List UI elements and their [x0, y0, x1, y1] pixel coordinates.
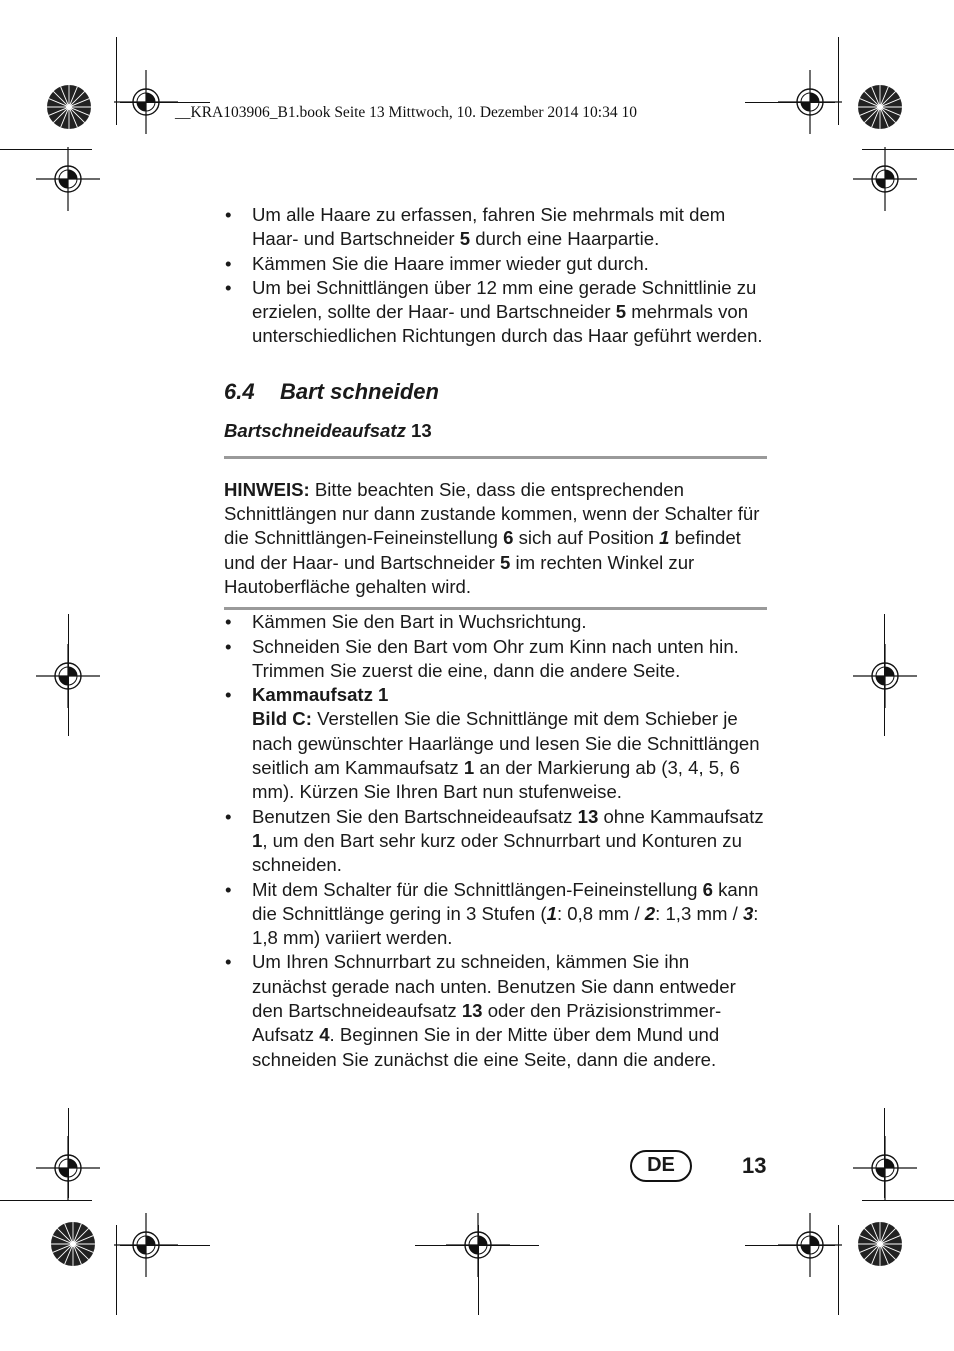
crop-line	[68, 614, 69, 736]
list-item: • Benutzen Sie den Bartschneideaufsatz 13 ohne Kammaufsatz 1, um den Bart sehr kurz oder Schnurrbart und Konturen zu schneiden.	[224, 805, 768, 878]
subheading: Bartschneideaufsatz 13	[224, 419, 432, 441]
item-title: Kammaufsatz 1	[252, 684, 389, 706]
page-number: 13	[742, 1153, 767, 1178]
starburst-target-icon	[857, 84, 903, 130]
list-item: • Kämmen Sie die Haare immer wieder gut durch.	[224, 252, 768, 276]
starburst-target-icon	[46, 84, 92, 130]
crop-line	[120, 102, 210, 103]
note-text: HINWEIS: Bitte beachten Sie, dass die entsprechenden Schnittlängen nur dann zustande kommen, wenn der Schalter für die Schnittlängen-Feineinstellung 6 sich auf Position 1 befindet und der Haar- und Bartschneider 5 im rechten Winkel zur Hautoberfläche gehalten wird.	[224, 478, 760, 597]
crop-line	[884, 614, 885, 736]
list-item: • Um bei Schnittlängen über 12 mm eine gerade Schnittlinie zu erzielen, sollte der Haar- und Bartschneider 5 mehrmals von unterschiedlichen Richtungen durch das Haar geführt werden.	[224, 276, 768, 349]
crop-line	[68, 1108, 69, 1198]
crop-line	[415, 1245, 539, 1246]
figure-reference: Bild C:	[252, 708, 312, 730]
crop-line	[745, 1245, 835, 1246]
print-slug: __KRA103906_B1.book Seite 13 Mittwoch, 10. Dezember 2014 10:34 10	[175, 104, 637, 121]
crop-line	[120, 1245, 210, 1246]
list-item: • Kammaufsatz 1 Bild C: Verstellen Sie die Schnittlänge mit dem Schieber je nach gewünschter Haarlänge und lesen Sie die Schnittlängen seitlich am Kammaufsatz 1 an der Markierung ab (3, 4, 5, 6 mm). Kürzen Sie Ihren Bart nun stufenweise.	[224, 683, 768, 804]
page-content	[224, 203, 768, 1072]
note-label: HINWEIS:	[224, 478, 310, 500]
crop-line	[478, 1225, 479, 1315]
bullet-list	[224, 203, 768, 349]
bullet-list	[224, 610, 768, 1072]
list-item: • Um Ihren Schnurrbart zu schneiden, kämmen Sie ihn zunächst gerade nach unten. Benutzen Sie dann entweder den Bartschneideaufsatz 13 oder den Präzisionstrimmer-Aufsatz 4. Beginnen Sie in der Mitte über dem Mund und schneiden Sie zunächst die eine Seite, dann die andere.	[224, 950, 768, 1071]
list-item: • Um alle Haare zu erfassen, fahren Sie mehrmals mit dem Haar- und Bartschneider 5 durch eine Haarpartie.	[224, 203, 768, 252]
section-title: Bart schneiden	[280, 378, 439, 404]
section-number: 6.4	[224, 378, 255, 404]
list-item: • Schneiden Sie den Bart vom Ohr zum Kinn nach unten hin. Trimmen Sie zuerst die eine, dann die andere Seite.	[224, 635, 768, 684]
registration-crosshair-icon	[853, 1136, 917, 1200]
list-item: • Mit dem Schalter für die Schnittlängen-Feineinstellung 6 kann die Schnittlänge gering in 3 Stufen (1: 0,8 mm / 2: 1,3 mm / 3: 1,8 mm) variiert werden.	[224, 878, 768, 951]
crop-line	[0, 1200, 92, 1201]
section-heading	[224, 377, 768, 407]
registration-crosshair-icon	[853, 644, 917, 708]
note-box	[224, 456, 768, 610]
crop-line	[862, 1200, 954, 1201]
crop-line	[884, 1108, 885, 1198]
crop-line	[745, 102, 835, 103]
registration-crosshair-icon	[853, 147, 917, 211]
list-item: • Kämmen Sie den Bart in Wuchsrichtung.	[224, 610, 768, 634]
starburst-target-icon	[50, 1221, 96, 1267]
starburst-target-icon	[857, 1221, 903, 1267]
language-badge: DE	[630, 1150, 692, 1182]
registration-crosshair-icon	[36, 147, 100, 211]
